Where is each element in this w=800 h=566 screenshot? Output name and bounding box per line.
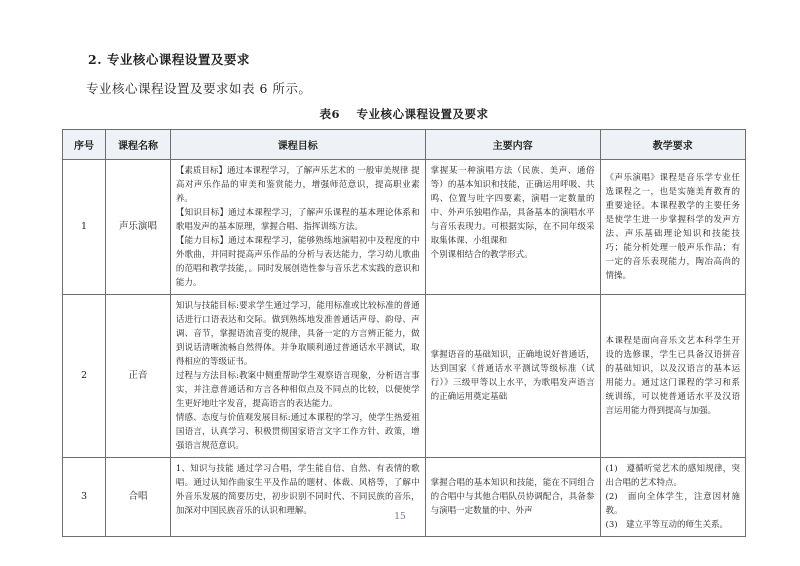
requirement-paragraph: 本课程是面向音乐文艺本科学生开设的选修课，学生已具备汉语拼音的基础知识，以及汉语言的基本运用能力。通过这门课程的学习和系统训练，可以使普通话水平及汉语言运用能力得到提高与加强。 — [605, 336, 740, 416]
table-header-row — [63, 130, 746, 160]
row-number: 3 — [63, 458, 106, 537]
objective-paragraph: 1、知识与技能 通过学习合唱，学生能自信、自然、有表情的歌唱。通过认知作曲家生平及作品的题材、体裁、风格等，了解中外音乐发展的简要历史，初步识别不同时代、不同民族的音乐，加深对中国民族音乐的认识和理解。 — [175, 464, 420, 516]
core-course-table — [62, 129, 746, 537]
course-name: 正音 — [106, 295, 171, 458]
requirement-paragraph: 《声乐演唱》课程是音乐学专业任选课程之一，也是实施美育教育的重要途径。本课程教学的主要任务是使学生进一步掌握科学的发声方法、声乐基础理论知识和技能技巧；能分析处理一般声乐作品；有一定的音乐表现能力，陶冶高尚的情操。 — [605, 173, 740, 281]
section-heading: 2. 专业核心课程设置及要求 — [88, 52, 250, 67]
objective-paragraph: 知识与技能目标:要求学生通过学习，能用标准或比较标准的普通话进行口语表达和交际。做到熟练地发准普通话声母、韵母、声调、音节，掌握语流音变的规律，具备一定的方言辨正能力，做到说话清晰流畅自然得体。并争取顺利通过普通话水平测试，取得相应的等级证书。 — [175, 301, 420, 367]
main-content-cell — [425, 295, 600, 458]
main-content-cell — [425, 160, 600, 295]
table-title: 表6 专业核心课程设置及要求 — [319, 107, 489, 121]
course-name: 合唱 — [106, 458, 171, 537]
table-row-vocal-performance — [63, 160, 746, 295]
course-name: 声乐演唱 — [106, 160, 171, 295]
content-paragraph: 掌握某一种演唱方法（民族、美声、通俗等）的基本知识和技能，正确运用呼吸、共鸣、位置与吐字四要素，演唱一定数量的中、外声乐独唱作品，具备基本的演唱水平与音乐表现力。可根据实际，在不同年级采取集体课、小组课和 — [430, 166, 595, 246]
teaching-requirements-cell — [600, 458, 746, 537]
teaching-requirements-cell — [600, 295, 746, 458]
col-header-objectives: 课程目标 — [170, 130, 425, 160]
page-number: 15 — [394, 512, 406, 522]
col-header-course-name: 课程名称 — [106, 130, 171, 160]
col-header-main-content: 主要内容 — [425, 130, 600, 160]
main-content-cell — [425, 458, 600, 537]
objective-paragraph: 【知识目标】通过本课程学习，了解声乐课程的基本理论体系和歌唱发声的基本原理，掌握合唱、指挥训练方法。 — [175, 208, 420, 232]
course-objectives-cell — [170, 458, 425, 537]
objective-paragraph: 情感、态度与价值观发展目标:通过本课程的学习，使学生热爱祖国语言，认真学习、积极贯彻国家语言文字工作方针、政策，增强语言规范意识。 — [175, 413, 420, 451]
content-paragraph: 掌握语音的基础知识，正确地说好普通话，达到国家《普通话水平测试等级标准（试行）》三级甲等以上水平，为歌唱发声语言的正确运用奠定基础 — [430, 350, 595, 402]
requirement-paragraph: (1) 遵循听觉艺术的感知规律，突出合唱的艺术特点。 — [605, 464, 740, 488]
course-objectives-cell — [170, 160, 425, 295]
requirement-paragraph: (2) 面向全体学生，注意因材施教。 — [605, 492, 740, 516]
objective-paragraph: 【素质目标】通过本课程学习，了解声乐艺术的 一般审美规律 提高对声乐作品的审美和鉴赏能力，增强师范意识，提高职业素养。 — [175, 166, 420, 204]
requirement-paragraph: (3) 建立平等互动的师生关系。 — [605, 520, 729, 530]
objective-paragraph: 【能力目标】通过本课程学习，能够熟练地演唱初中及程度的中外歌曲，并同时提高声乐作品的分析与表达能力，学习幼儿歌曲的范唱和教学技能，。同时发展创造性参与音乐艺术实践的意识和能力。 — [175, 236, 420, 288]
content-paragraph: 个别课相结合的教学形式。 — [430, 250, 533, 260]
table-row-chorus — [63, 458, 746, 537]
content-paragraph: 掌握合唱的基本知识和技能，能在不同组合的合唱中与其他合唱队员协调配合，具备参与演唱一定数量的中、外声 — [430, 478, 595, 516]
row-number: 2 — [63, 295, 106, 458]
col-header-no: 序号 — [63, 130, 106, 160]
col-header-teaching-requirements: 教学要求 — [600, 130, 746, 160]
row-number: 1 — [63, 160, 106, 295]
teaching-requirements-cell — [600, 160, 746, 295]
intro-paragraph: 专业核心课程设置及要求如表 6 所示。 — [86, 81, 312, 96]
objective-paragraph: 过程与方法目标:教案中侧重帮助学生观察语言现象，分析语言事实，并注意普通话和方言各种相似点及不同点的比较，以便使学生更好地吐字发音，提高语言的表达能力。 — [175, 371, 420, 409]
table-row-pronunciation — [63, 295, 746, 458]
course-objectives-cell — [170, 295, 425, 458]
